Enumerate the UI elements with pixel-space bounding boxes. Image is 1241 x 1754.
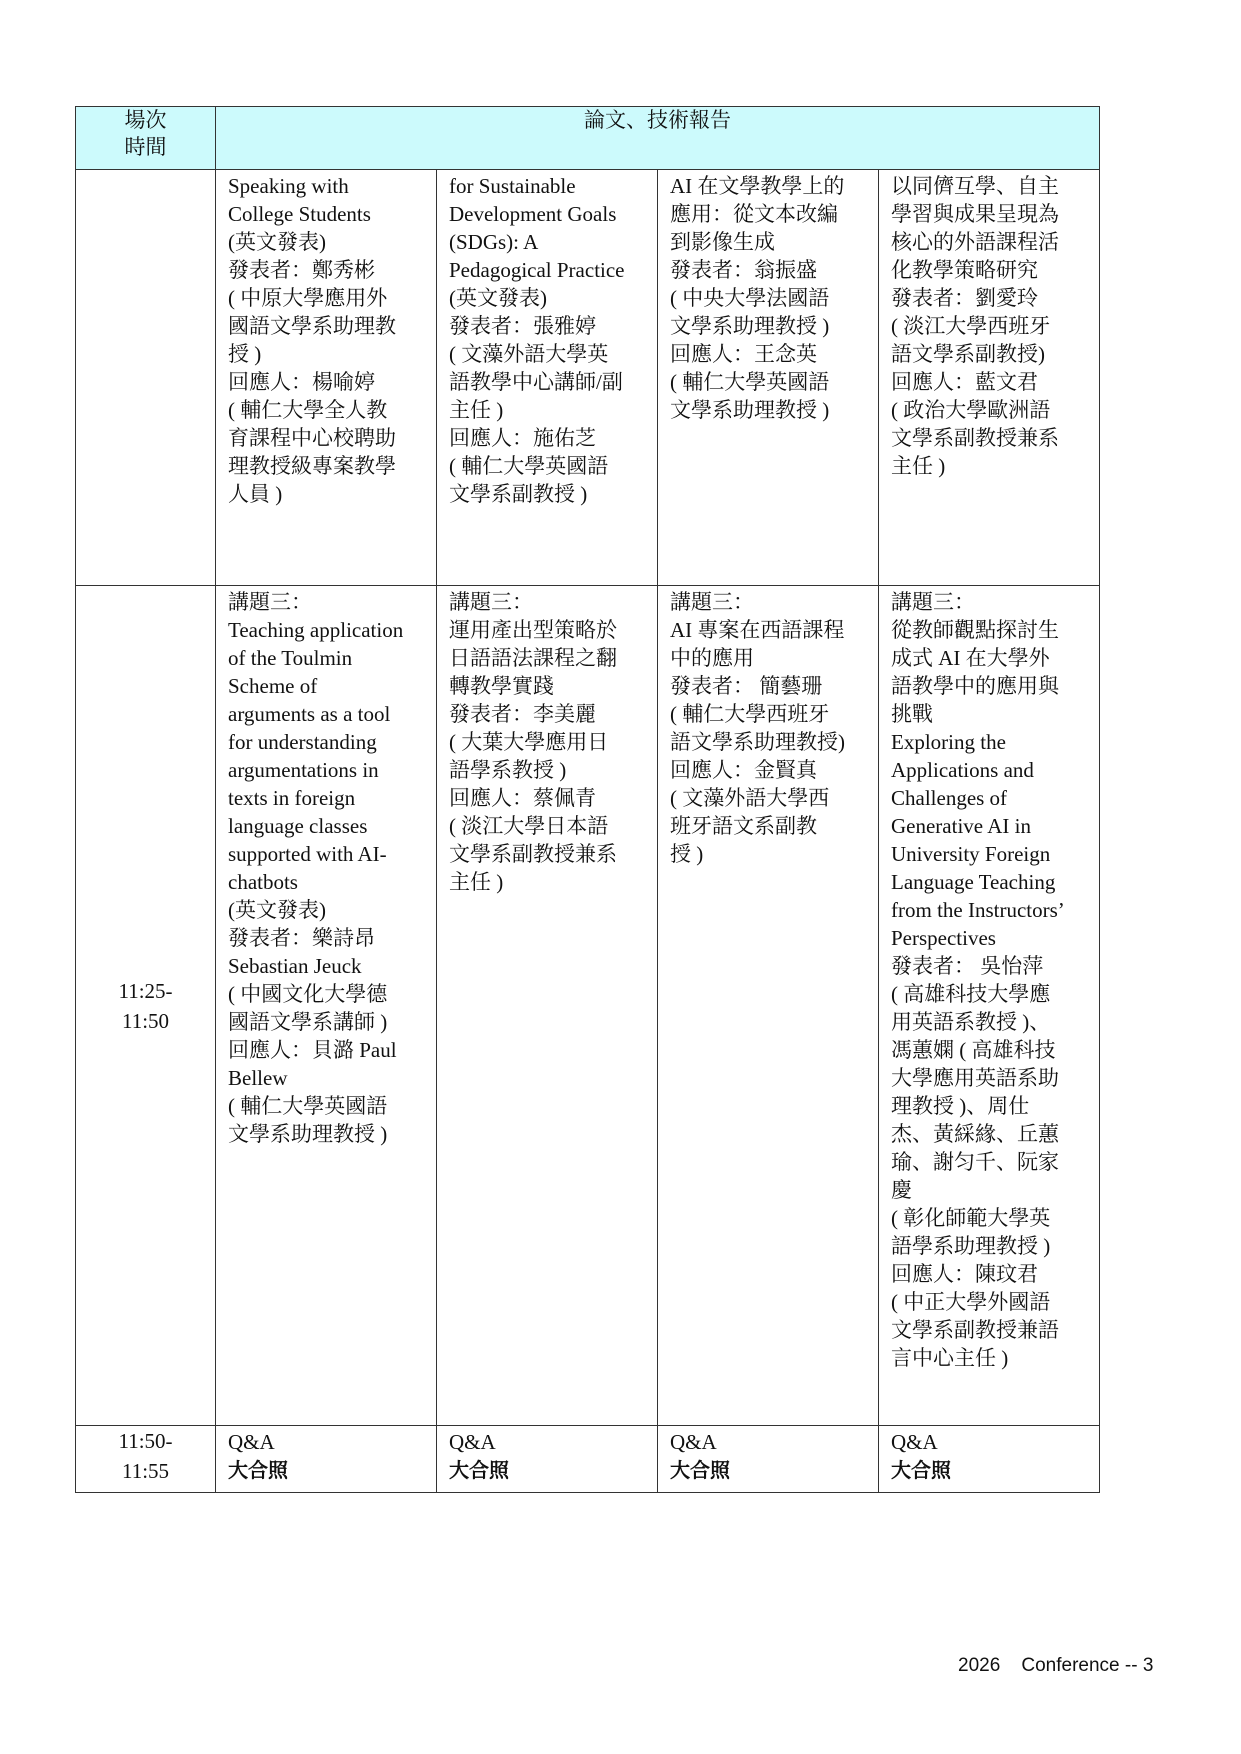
cell-text-line: 學習與成果呈現為 [891, 202, 1059, 226]
cell-text-line: ( 中國文化大學德 [228, 982, 388, 1006]
paper-cell [216, 170, 437, 586]
cell-text-line: 成式 AI 在大學外 [891, 646, 1050, 670]
time-label: 時間 [124, 135, 167, 159]
cell-text-line: 以同儕互學、自主 [891, 174, 1059, 198]
cell-text-line: ( 輔仁大學全人教 [228, 398, 388, 422]
cell-text-line: 大學應用英語系助 [891, 1066, 1059, 1090]
cell-text-line: 回應人：楊喻婷 [228, 370, 375, 394]
cell-text-line: ( 輔仁大學英國語 [670, 370, 830, 394]
qa-row [76, 1426, 1100, 1493]
cell-text-line: ( 中央大學法國語 [670, 286, 830, 310]
paper-cell [216, 586, 437, 1426]
qa-label: Q&A [670, 1430, 717, 1454]
cell-text-line: (英文發表) [228, 898, 326, 922]
cell-text-line: 發表者：樂詩昂 [228, 926, 375, 950]
page-footer: 2026 Conference -- 3 [958, 1655, 1154, 1676]
cell-text-line: Sebastian Jeuck [228, 954, 362, 978]
cell-text-line: 日語語法課程之翻 [449, 646, 617, 670]
cell-text-line: ( 淡江大學西班牙 [891, 314, 1051, 338]
cell-text-line: 發表者： 簡藝珊 [670, 674, 823, 698]
cell-text-line: (SDGs): A [449, 230, 539, 254]
paper-cell [879, 170, 1100, 586]
cell-text-line: 轉教學實踐 [449, 674, 554, 698]
time-start: 11:50- [118, 1429, 173, 1453]
cell-text-line: 杰、黃綵緣、丘蕙 [891, 1122, 1059, 1146]
cell-text-line: language classes [228, 814, 368, 838]
qa-label: Q&A [891, 1430, 938, 1454]
cell-text-line: 育課程中心校聘助 [228, 426, 396, 450]
cell-text-line: 應用：從文本改編 [670, 202, 838, 226]
group-photo-label: 大合照 [891, 1458, 951, 1482]
qa-label: Q&A [449, 1430, 496, 1454]
cell-text-line: Language Teaching [891, 870, 1056, 894]
time-end: 11:50 [121, 1008, 170, 1033]
cell-text-line: 語文學系副教授) [891, 342, 1045, 366]
cell-text-line: 國語文學系助理教 [228, 314, 396, 338]
cell-text-line: Speaking with [228, 174, 349, 198]
cell-text-line: Scheme of [228, 674, 318, 698]
cell-text-line: ( 中正大學外國語 [891, 1290, 1051, 1314]
papers-label: 論文、技術報告 [584, 108, 731, 132]
cell-text-line: Development Goals [449, 202, 617, 226]
cell-text-line: AI 在文學教學上的 [670, 174, 845, 198]
cell-text-line: texts in foreign [228, 786, 356, 810]
cell-text-line: 講題三： [891, 590, 975, 614]
qa-label: Q&A [228, 1430, 275, 1454]
qa-cell [658, 1426, 879, 1493]
header-row [76, 107, 1100, 170]
paper-cell [879, 586, 1100, 1426]
cell-text-line: 從教師觀點探討生 [891, 618, 1059, 642]
cell-text-line: ( 淡江大學日本語 [449, 814, 609, 838]
cell-text-line: University Foreign [891, 842, 1051, 866]
cell-text-line: ( 文藻外語大學英 [449, 342, 609, 366]
cell-text-line: 語學系教授 ) [449, 758, 567, 782]
cell-text-line: ( 文藻外語大學西 [670, 786, 830, 810]
cell-text-line: Perspectives [891, 926, 996, 950]
time-cell [76, 1426, 216, 1493]
cell-text-line: 文學系副教授兼系 [891, 426, 1059, 450]
cell-text-line: 語文學系助理教授) [670, 730, 845, 754]
session-row [76, 170, 1100, 586]
group-photo-label: 大合照 [449, 1458, 509, 1482]
cell-text-line: 語教學中心講師/副 [449, 370, 623, 394]
papers-header [216, 107, 1100, 170]
cell-text-line: 發表者：劉愛玲 [891, 286, 1038, 310]
time-cell [76, 170, 216, 586]
cell-text-line: 語學系助理教授 ) [891, 1234, 1051, 1258]
cell-text-line: 回應人：貝潞 Paul [228, 1038, 397, 1062]
cell-text-line: 文學系助理教授 ) [228, 1122, 388, 1146]
cell-text-line: 發表者：李美麗 [449, 702, 596, 726]
cell-text-line: College Students [228, 202, 371, 226]
cell-text-line: 回應人：王念英 [670, 342, 817, 366]
cell-text-line: Generative AI in [891, 814, 1031, 838]
cell-text-line: 中的應用 [670, 646, 754, 670]
time-end: 11:55 [121, 1459, 170, 1483]
cell-text-line: ( 輔仁大學英國語 [449, 454, 609, 478]
cell-text-line: 用英語系教授 )、 [891, 1010, 1051, 1034]
cell-text-line: 授 ) [228, 342, 262, 366]
cell-text-line: 回應人：藍文君 [891, 370, 1038, 394]
cell-text-line: 班牙語文系副教 [670, 814, 817, 838]
group-photo-label: 大合照 [670, 1458, 730, 1482]
cell-text-line: 理教授級專案教學 [228, 454, 396, 478]
cell-text-line: ( 輔仁大學英國語 [228, 1094, 388, 1118]
cell-text-line: 到影像生成 [670, 230, 775, 254]
cell-text-line: 文學系助理教授 ) [670, 314, 830, 338]
cell-text-line: Bellew [228, 1066, 288, 1090]
cell-text-line: arguments as a tool [228, 702, 391, 726]
cell-text-line: 講題三： [449, 590, 533, 614]
paper-cell [658, 586, 879, 1426]
cell-text-line: chatbots [228, 870, 298, 894]
cell-text-line: ( 高雄科技大學應 [891, 982, 1051, 1006]
cell-text-line: 講題三： [670, 590, 754, 614]
cell-text-line: for Sustainable [449, 174, 576, 198]
cell-text-line: ( 中原大學應用外 [228, 286, 388, 310]
cell-text-line: 文學系副教授兼系 [449, 842, 617, 866]
cell-text-line: 言中心主任 ) [891, 1346, 1009, 1370]
cell-text-line: 慶 [891, 1178, 912, 1202]
cell-text-line: 發表者：張雅婷 [449, 314, 596, 338]
cell-text-line: 回應人：施佑芝 [449, 426, 596, 450]
cell-text-line: Challenges of [891, 786, 1008, 810]
cell-text-line: for understanding [228, 730, 377, 754]
paper-cell [437, 170, 658, 586]
cell-text-line: 授 ) [670, 842, 704, 866]
time-cell [76, 586, 216, 1426]
session-row [76, 586, 1100, 1426]
cell-text-line: 講題三： [228, 590, 312, 614]
session-label: 場次 [124, 108, 167, 132]
qa-cell [879, 1426, 1100, 1493]
cell-text-line: from the Instructors’ [891, 898, 1065, 922]
cell-text-line: 主任 ) [449, 398, 504, 422]
cell-text-line: ( 輔仁大學西班牙 [670, 702, 830, 726]
cell-text-line: Exploring the [891, 730, 1006, 754]
cell-text-line: 運用產出型策略於 [449, 618, 617, 642]
cell-text-line: 人員 ) [228, 482, 283, 506]
cell-text-line: (英文發表) [449, 286, 547, 310]
cell-text-line: 化教學策略研究 [891, 258, 1038, 282]
cell-text-line: 文學系副教授 ) [449, 482, 588, 506]
cell-text-line: supported with AI- [228, 842, 387, 866]
cell-text-line: argumentations in [228, 758, 379, 782]
qa-cell [216, 1426, 437, 1493]
cell-text-line: AI 專案在西語課程 [670, 618, 845, 642]
cell-text-line: 理教授 )、周仕 [891, 1094, 1030, 1118]
paper-cell [658, 170, 879, 586]
cell-text-line: Pedagogical Practice [449, 258, 625, 282]
cell-text-line: 回應人：金賢真 [670, 758, 817, 782]
group-photo-label: 大合照 [228, 1458, 288, 1482]
cell-text-line: 文學系副教授兼語 [891, 1318, 1059, 1342]
cell-text-line: of the Toulmin [228, 646, 353, 670]
cell-text-line: ( 彰化師範大學英 [891, 1206, 1051, 1230]
cell-text-line: 發表者：翁振盛 [670, 258, 817, 282]
cell-text-line: (英文發表) [228, 230, 326, 254]
schedule-table [75, 106, 1100, 1493]
paper-cell [437, 586, 658, 1426]
cell-text-line: 核心的外語課程活 [891, 230, 1059, 254]
cell-text-line: Teaching application [228, 618, 404, 642]
cell-text-line: 馮蕙嫻 ( 高雄科技 [891, 1038, 1056, 1062]
cell-text-line: 主任 ) [891, 454, 946, 478]
cell-text-line: 國語文學系講師 ) [228, 1010, 388, 1034]
cell-text-line: 語教學中的應用與 [891, 674, 1059, 698]
cell-text-line: 回應人：陳玟君 [891, 1262, 1038, 1286]
cell-text-line: 發表者： 吳怡萍 [891, 954, 1044, 978]
cell-text-line: ( 政治大學歐洲語 [891, 398, 1051, 422]
cell-text-line: 回應人：蔡佩青 [449, 786, 596, 810]
cell-text-line: ( 大葉大學應用日 [449, 730, 609, 754]
qa-cell [437, 1426, 658, 1493]
cell-text-line: 瑜、謝匀千、阮家 [891, 1150, 1059, 1174]
cell-text-line: 挑戰 [891, 702, 933, 726]
session-time-header [76, 107, 216, 170]
cell-text-line: 文學系助理教授 ) [670, 398, 830, 422]
cell-text-line: Applications and [891, 758, 1034, 782]
cell-text-line: 發表者：鄭秀彬 [228, 258, 375, 282]
cell-text-line: 主任 ) [449, 870, 504, 894]
time-start: 11:25- [118, 978, 173, 1003]
